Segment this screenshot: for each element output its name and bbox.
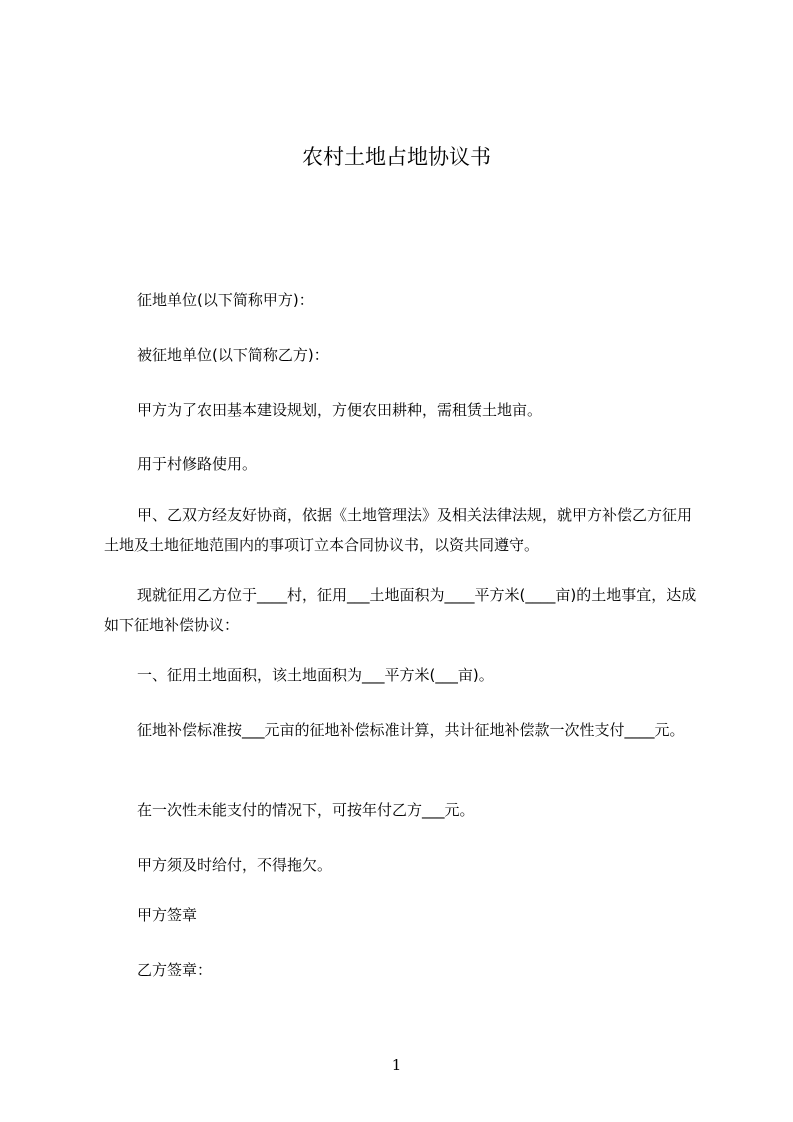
paragraph-usage: 用于村修路使用。	[137, 455, 258, 473]
document-title: 农村土地占地协议书	[302, 145, 491, 169]
paragraph-purpose: 甲方为了农田基本建设规划，方便农田耕种，需租赁土地亩。	[137, 401, 543, 419]
paragraph-land-location: 现就征用乙方位于____村，征用___土地面积为____平方米(____亩)的土地事宜，达成如下征地补偿协议：	[104, 586, 697, 634]
paragraph-land-area: 一、征用土地面积，该土地面积为___平方米(___亩)。	[137, 666, 494, 684]
paragraph-requisitioned-unit: 被征地单位(以下简称乙方)：	[137, 346, 329, 364]
page-number: 1	[391, 1056, 402, 1074]
paragraph-timely-payment: 甲方须及时给付，不得拖欠。	[137, 856, 333, 874]
paragraph-negotiation: 甲、乙双方经友好协商，依据《土地管理法》及相关法律法规，就甲方补偿乙方征用土地及土地征地范围内的事项订立本合同协议书，以资共同遵守。	[104, 506, 693, 554]
party-b-signature-label: 乙方签章：	[137, 961, 213, 979]
paragraph-annual-payment: 在一次性未能支付的情况下，可按年付乙方___元。	[137, 801, 475, 819]
paragraph-requisitioning-unit: 征地单位(以下简称甲方)：	[137, 291, 314, 309]
paragraph-compensation-standard: 征地补偿标准按___元亩的征地补偿标准计算，共计征地补偿款一次性支付____元。	[137, 721, 685, 739]
party-a-signature-label: 甲方签章	[137, 906, 198, 924]
